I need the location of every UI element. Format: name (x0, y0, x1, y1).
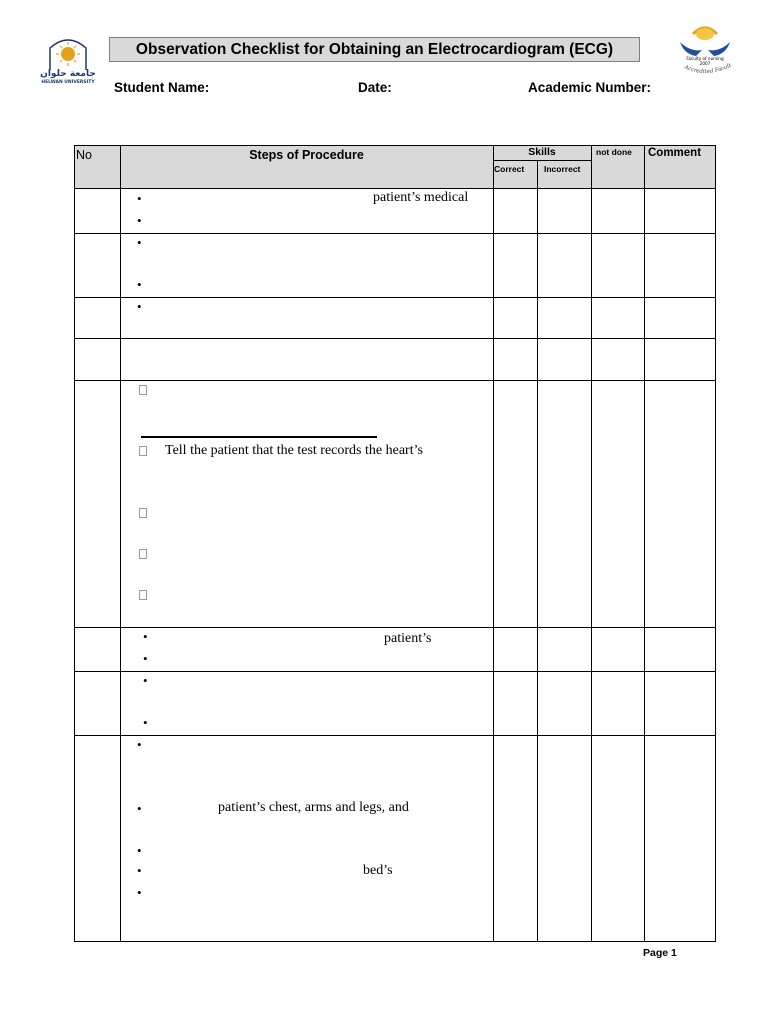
page-title: Observation Checklist for Obtaining an Electrocardiogram (ECG) (109, 37, 640, 62)
bullet-icon: • (137, 277, 142, 292)
bullet-icon: • (143, 715, 148, 730)
bullet-icon: • (143, 651, 148, 666)
column-header-comment: Comment (648, 147, 702, 159)
bullet-icon: • (137, 191, 142, 206)
svg-text:Faculty of nursing: Faculty of nursing (686, 56, 724, 61)
helwan-university-logo (36, 34, 100, 84)
bullet-icon: • (137, 213, 142, 228)
svg-text:جامعة حلوان: جامعة حلوان (40, 69, 96, 79)
svg-text:HELWAN UNIVERSITY: HELWAN UNIVERSITY (41, 80, 95, 84)
checkbox-icon (139, 549, 147, 559)
checkbox-icon (139, 590, 147, 600)
step-text: patient’s chest, arms and legs, and (218, 800, 409, 815)
faculty-of-nursing-logo (674, 22, 736, 80)
student-name-label: Student Name: (114, 80, 210, 95)
column-header-skills: Skills (528, 146, 556, 158)
bullet-icon: • (137, 737, 142, 752)
checklist-table (74, 145, 716, 942)
step-text: patient’s (384, 631, 432, 646)
step-text: patient’s medical (373, 190, 469, 205)
column-header-no: No (76, 148, 92, 162)
bullet-icon: • (143, 673, 148, 688)
underline (141, 436, 377, 438)
step-text: Tell the patient that the test records the heart’s (165, 443, 423, 458)
checkbox-icon (139, 446, 147, 456)
bullet-icon: • (137, 801, 142, 816)
step-text: bed’s (363, 863, 393, 878)
column-header-steps: Steps of Procedure (249, 148, 364, 162)
bullet-icon: • (137, 299, 142, 314)
bullet-icon: • (143, 629, 148, 644)
column-header-not-done: not done (596, 147, 632, 157)
checkbox-icon (139, 385, 147, 395)
column-header-incorrect: Incorrect (544, 164, 581, 174)
page-number: Page 1 (643, 947, 677, 959)
bullet-icon: • (137, 235, 142, 250)
bullet-icon: • (137, 863, 142, 878)
bullet-icon: • (137, 843, 142, 858)
bullet-icon: • (137, 885, 142, 900)
svg-text:Accredited Faculty: Accredited Facult (683, 62, 733, 76)
date-label: Date: (358, 80, 392, 95)
svg-text:2007: 2007 (699, 61, 711, 66)
column-header-correct: Correct (494, 164, 525, 174)
academic-number-label: Academic Number: (528, 80, 652, 95)
checkbox-icon (139, 508, 147, 518)
